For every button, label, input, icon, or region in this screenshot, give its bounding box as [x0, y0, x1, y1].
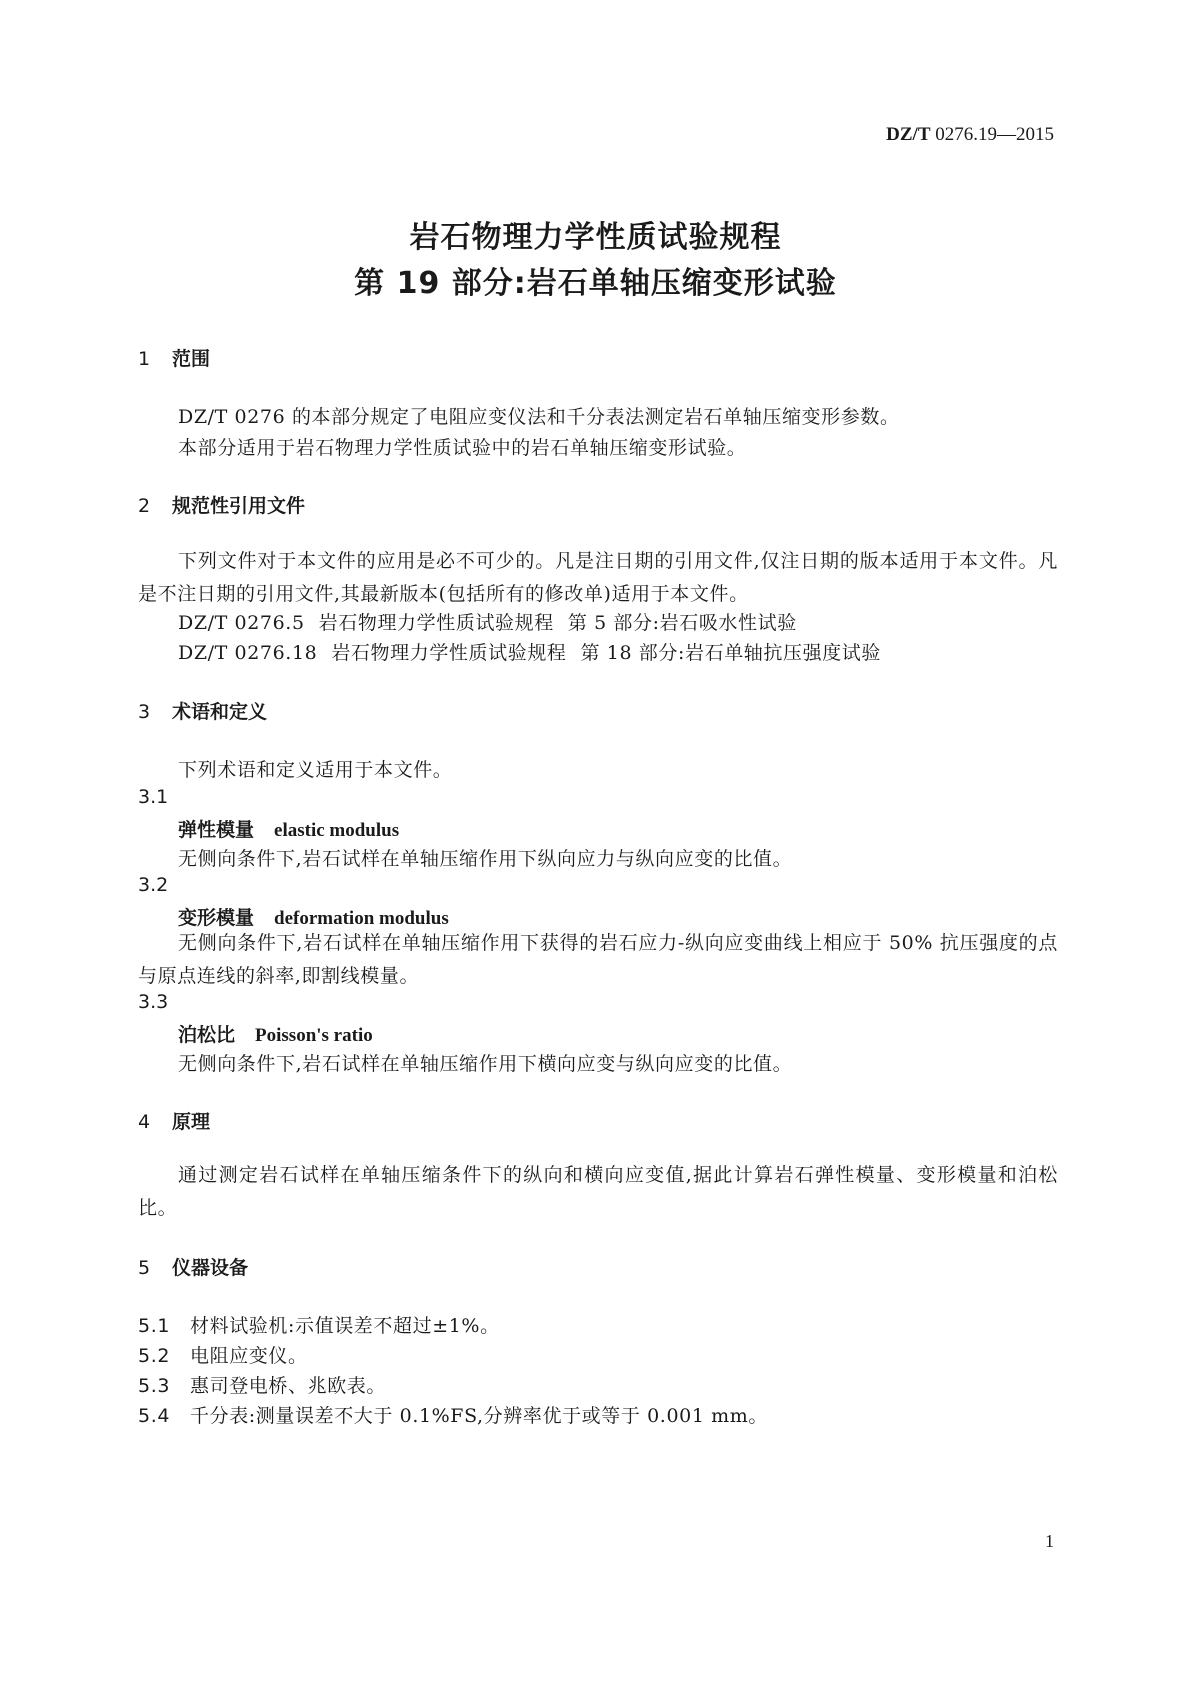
equipment-item [138, 1401, 768, 1428]
document-title: 岩石物理力学性质试验规程 [409, 220, 782, 255]
reference-code: DZ/T 0276.5 [178, 612, 305, 634]
principle-paragraph: 通过测定岩石试样在单轴压缩条件下的纵向和横向应变值,据此计算岩石弹性模量、变形模量和泊松比。 [138, 1164, 1058, 1219]
item-number: 5.1 [138, 1315, 171, 1337]
item-text: 材料试验机:示值误差不超过±1%。 [190, 1315, 500, 1337]
term-name-cn: 泊松比 [178, 1024, 236, 1046]
term-name [178, 815, 399, 842]
scope-paragraph-2: 本部分适用于岩石物理力学性质试验中的岩石单轴压缩变形试验。 [178, 437, 747, 459]
item-number: 5.2 [138, 1345, 171, 1367]
term-name-cn: 变形模量 [178, 907, 255, 929]
standard-number: 0276.19—2015 [935, 124, 1054, 145]
item-text: 惠司登电桥、兆欧表。 [190, 1375, 387, 1397]
equipment-item [138, 1311, 500, 1338]
term-number: 3.1 [138, 786, 169, 808]
section-heading-1 [138, 344, 210, 371]
reference-item [178, 608, 797, 635]
term-name-cn: 弹性模量 [178, 819, 255, 841]
item-number: 5.4 [138, 1405, 171, 1427]
term-name-en: deformation modulus [274, 908, 449, 929]
standard-code [886, 124, 1054, 146]
section-number: 1 [138, 348, 151, 370]
section-number: 2 [138, 495, 151, 517]
term-name-en: Poisson's ratio [255, 1025, 373, 1046]
term-definition: 无侧向条件下,岩石试样在单轴压缩作用下获得的岩石应力-纵向应变曲线上相应于 50% 抗压强度的点与原点连线的斜率,即割线模量。 [138, 932, 1058, 987]
reference-title: 岩石物理力学性质试验规程 [331, 642, 567, 664]
terms-intro: 下列术语和定义适用于本文件。 [178, 759, 453, 781]
reference-item [178, 638, 881, 665]
section-heading-5 [138, 1253, 248, 1280]
standard-prefix: DZ/T [886, 124, 931, 145]
section-number: 5 [138, 1257, 151, 1279]
item-text: 千分表:测量误差不大于 0.1%FS,分辨率优于或等于 0.001 mm。 [190, 1405, 768, 1427]
reference-code: DZ/T 0276.18 [178, 642, 318, 664]
page-number: 1 [1045, 1531, 1054, 1551]
term-number: 3.2 [138, 874, 169, 896]
reference-part: 第 5 部分:岩石吸水性试验 [567, 612, 797, 634]
section-title: 原理 [172, 1111, 211, 1133]
section-heading-4 [138, 1107, 210, 1134]
section-title: 仪器设备 [172, 1257, 249, 1279]
reference-part: 第 18 部分:岩石单轴抗压强度试验 [580, 642, 881, 664]
equipment-item [138, 1341, 308, 1368]
term-name [178, 1020, 373, 1047]
term-number: 3.3 [138, 991, 169, 1013]
section-title: 范围 [172, 348, 211, 370]
section-title: 术语和定义 [172, 701, 268, 723]
scope-paragraph-1: DZ/T 0276 的本部分规定了电阻应变仪法和千分表法测定岩石单轴压缩变形参数。 [178, 406, 900, 428]
references-paragraph: 下列文件对于本文件的应用是必不可少的。凡是注日期的引用文件,仅注日期的版本适用于本文件。凡是不注日期的引用文件,其最新版本(包括所有的修改单)适用于本文件。 [138, 550, 1058, 605]
section-number: 4 [138, 1111, 151, 1133]
term-definition: 无侧向条件下,岩石试样在单轴压缩作用下横向应变与纵向应变的比值。 [178, 1053, 793, 1075]
section-heading-2 [138, 491, 305, 518]
item-number: 5.3 [138, 1375, 171, 1397]
section-number: 3 [138, 701, 151, 723]
equipment-item [138, 1371, 386, 1398]
term-definition: 无侧向条件下,岩石试样在单轴压缩作用下纵向应力与纵向应变的比值。 [178, 848, 793, 870]
item-text: 电阻应变仪。 [190, 1345, 308, 1367]
document-subtitle: 第 19 部分:岩石单轴压缩变形试验 [354, 266, 837, 301]
reference-title: 岩石物理力学性质试验规程 [318, 612, 554, 634]
term-name [178, 903, 449, 930]
section-title: 规范性引用文件 [172, 495, 306, 517]
section-heading-3 [138, 697, 267, 724]
term-name-en: elastic modulus [274, 820, 400, 841]
